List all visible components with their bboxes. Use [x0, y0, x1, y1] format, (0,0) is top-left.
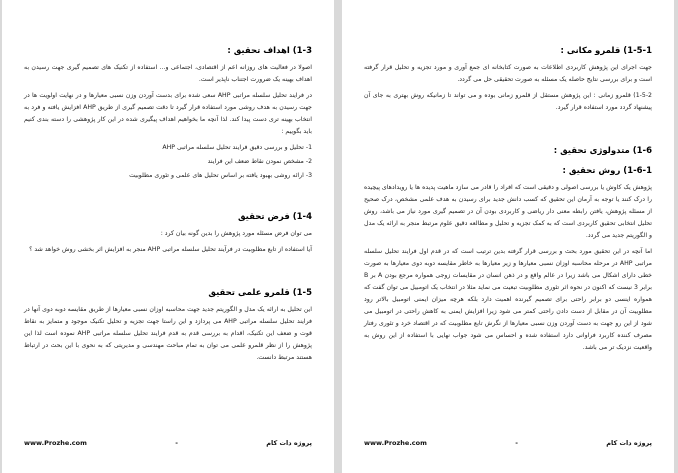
section-title-hypothesis: 1-4) فرض تحقیق: [237, 212, 312, 222]
section-title-spatial-scope: 1-5-1) قلمرو مکانی :: [560, 46, 652, 56]
list-item: 1- تحلیل و بررسی دقیق فرایند تحلیل سلسله مراتبی AHP: [162, 144, 312, 151]
footer-site: www.Prozhe.com: [24, 439, 87, 447]
paragraph: می توان فرض مسئله مورد پژوهش را بدین گونه بیان کرد :: [160, 230, 312, 237]
paragraph: این تحلیل به ارائه یک مدل و الگوریتم جدید جهت محاسبه اوزان نسبی معیارها از طریق مقایسه دوبه دوی آنها در فرایند تحلیل سلسله مراتبی AHP می پردازد و این راستا جهت تجزیه و تحلیل تکنیک موجود و متمایز به نقاط قوت و ضعف این تکنیک، اقدام به بررسی قدم به قدم فرایند تحلیل سلسله مراتبی AHP نموده است لذا این پژوهش را از نظر قلمرو علمی می توان به تمام مباحث مهندسی و مدیریتی که به نحوی با این بحث در ارتباط هستند مرتبط دانست.: [24, 306, 313, 361]
paragraph: اصولا در فعالیت های روزانه اعم از اقتصادی، اجتماعی و... استفاده از تکنیک های تصمیم گیری جهت رسیدن به اهداف بهینه یک ضرورت اجتناب ناپذیر است.: [24, 64, 312, 83]
page-footer: [364, 439, 652, 447]
paragraph: جهت اجرای این پژوهش کاربردی اطلاعات به صورت کتابخانه ای جمع آوری و مورد تجزیه و تحلیل قرار گرفته است و برای بررسی نتایج حاصله یک مسئله به صورت تحقیقی حل می گردد.: [364, 64, 652, 83]
section-title-methodology: 1-6) متدولوژی تحقیق :: [553, 146, 652, 156]
paragraph: آیا استفاده از تابع مطلوبیت در فرآیند تحلیل سلسله مراتبی AHP منجر به افزایش اثر بخشی روش خواهد شد ؟: [29, 246, 312, 253]
page-footer: [24, 439, 312, 447]
footer-separator: -: [515, 439, 518, 447]
paragraph: پژوهش یک کاوش یا بررسی اصولی و دقیقی است که افراد را قادر می سازد ماهیت پدیده ها یا رویدادهای پیچیده را درک کنند یا توجه به آرمان این تحقیق که کسب دانش جدید برای رسیدن به هدف علمی مشخص، درک صحیح از مسئله پژوهش، یافتن رابطه معنی دار ریاضی و کاربردی بودن آن در تصمیم گیری مورد نیاز می باشد، روش تحلیل انتخابی تحقیق کاربردی است که به کمک تجزیه و تحلیل و مطالعه دقیق علوم مرتبط منجر به ارائه یک مدل و الگوریتم جدید می گردد.: [364, 184, 652, 239]
left-page-content: [24, 36, 312, 368]
footer-brand: پروژه دات کام: [266, 439, 312, 447]
paragraph: در فرایند تحلیل سلسله مراتبی AHP سعی شده برای بدست آوردن وزن نسبی معیارها و در نهایت اولویت ها در جهت رسیدن به هدف روشی مورد استفاده قرار گیرد تا دقت تصمیم گیری از طریق AHP افزایش یافته و فرد به انتخاب بهینه تری دست پیدا کند. لذا آنچه ما بخواهیم اهداف پیگیری شده در این کار پژوهشی را دسته بندی کنیم باید بگوییم :: [24, 92, 312, 135]
paragraph: 1-5-2) قلمرو زمانی : این پژوهش مستقل از قلمرو زمانی بوده و می تواند تا زمانیکه روش بهتری به جای آن پیشنهاد گردد مورد استفاده قرار گیرد.: [364, 92, 652, 111]
right-page-content: [364, 36, 652, 358]
left-page: [2, 0, 334, 473]
list-item: 2- مشخص نمودن نقاط ضعف این فرایند: [207, 158, 312, 165]
list-item: 3- ارائه روشی بهبود یافته بر اساس تحلیل های علمی و تئوری مطلوبیت: [129, 172, 312, 179]
right-page: [342, 0, 674, 473]
section-title-method: 1-6-1) روش تحقیق :: [562, 166, 652, 176]
paragraph: اما آنچه در این تحقیق مورد بحث و بررسی قرار گرفته بدین ترتیب است که در قدم اول فرایند تحلیل سلسله مراتبی AHP در مرحله محاسبه اوزان نسبی معیارها و زیر معیارها به خاطر مقایسه دوبه دوی معیارها به صورت خطی دارای اشکال می باشد زیرا در عالم واقع و در ذهن انسان در مقایسات زوجی همواره مرجع بودن A بر B برابر 3 نیست که اکنون در نحوه اثر تئوری مطلوبیت تبعیت می نماید مثلا در انتخاب یک اتومبیل می توان گفت که همواره اینسی دو برابر راحتی برای تصمیم گیرنده اهمیت دارد بلکه هرچه میزان ایمنی اتومبیل بالاتر رود مطلوبیت آن در مقابل از دست دادن راحتی کمتر می شود زیرا افزایش ایمنی به کاهش راحتی در اتومبیل می شود از این رو جهت به دست آوردن وزن نسبی معیارها از نگرش تابع مطلوبیت که در اقتصاد خرد و تئوری رفتار مصرف کننده کاربرد فراوانی دارد استفاده شده و احساس می شود جواب نهایی با استفاده از این روش به واقعیت نزدیک تر می باشد.: [364, 248, 652, 351]
section-title-scope: 1-5) قلمرو علمی تحقیق: [208, 288, 312, 298]
footer-separator: -: [175, 439, 178, 447]
footer-brand: پروژه دات کام: [606, 439, 652, 447]
footer-site: www.Prozhe.com: [364, 439, 427, 447]
section-title-goals: 1-3) اهداف تحقیق :: [227, 46, 312, 56]
